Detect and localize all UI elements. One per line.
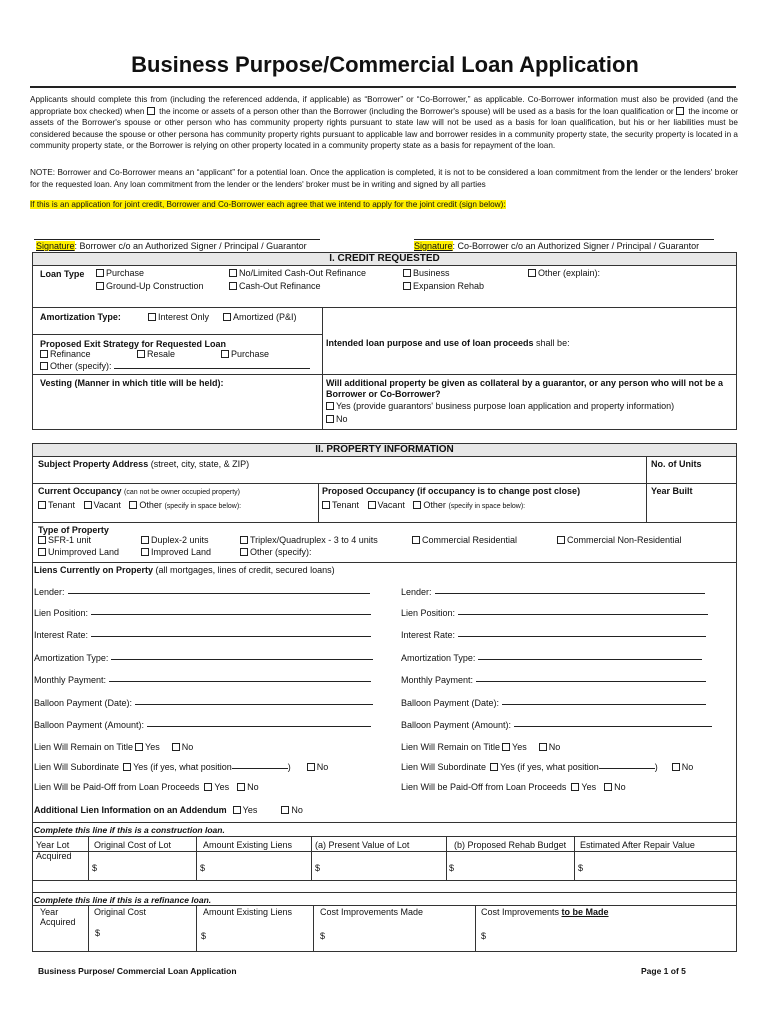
- other-type-option[interactable]: [240, 547, 312, 557]
- lien1-remain-no-checkbox[interactable]: [172, 743, 180, 751]
- refinance-cost-input[interactable]: $: [95, 928, 101, 938]
- business-option[interactable]: [403, 268, 450, 278]
- purchase-label: Purchase: [106, 268, 145, 278]
- property-type-label: Type of Property: [38, 525, 109, 535]
- refinance-col-improvements-made: Cost Improvements Made: [320, 907, 424, 917]
- unimproved-checkbox[interactable]: [38, 548, 46, 556]
- guarantor-no-checkbox[interactable]: [326, 415, 334, 423]
- exit-strategy-label: Proposed Exit Strategy for Requested Loan: [40, 339, 227, 349]
- intro-text-2: the income or assets of a person other than the Borrower (including the Borrower's spouse) will be used as a basis for the loan qualification or: [159, 106, 674, 116]
- construction-col-year: Year Lot Acquired: [36, 840, 72, 861]
- comm-res-label: Commercial Residential: [422, 535, 518, 545]
- lien1-paidoff-yes-checkbox[interactable]: [204, 783, 212, 791]
- joint-credit-note: [30, 199, 738, 211]
- no-limited-option[interactable]: [229, 268, 366, 278]
- joint-credit-text: If this is an application for joint credit, Borrower and Co-Borrower each agree that we intend to apply for the joint credit (sign below):: [30, 200, 506, 209]
- lien2-sub-position-input[interactable]: [599, 768, 655, 769]
- refinance-col-cost: Original Cost: [94, 907, 147, 917]
- unimproved-label: Unimproved Land: [48, 547, 120, 557]
- proposed-other-checkbox[interactable]: [413, 501, 421, 509]
- guarantor-yes-checkbox[interactable]: [326, 402, 334, 410]
- triplex-label: Triplex/Quadruplex - 3 to 4 units: [250, 535, 378, 545]
- duplex-option[interactable]: [141, 535, 209, 545]
- subject-address-label: [38, 459, 249, 469]
- improved-checkbox[interactable]: [141, 548, 149, 556]
- lien2-paidoff: [401, 782, 626, 792]
- construction-col-liens: Amount Existing Liens: [203, 840, 293, 850]
- other-type-label: Other (specify):: [250, 547, 312, 557]
- triplex-option[interactable]: [240, 535, 378, 545]
- lien2-paidoff-yes-checkbox[interactable]: [571, 783, 579, 791]
- sfr-option[interactable]: [38, 535, 91, 545]
- ground-up-checkbox[interactable]: [96, 282, 104, 290]
- lien1-paidoff-no-label: No: [247, 782, 259, 792]
- proposed-occupancy-options: [322, 500, 525, 510]
- current-vacant-checkbox[interactable]: [84, 501, 92, 509]
- lien2-rate: [401, 630, 706, 640]
- cash-out-checkbox[interactable]: [229, 282, 237, 290]
- unimproved-option[interactable]: [38, 547, 119, 557]
- lien2-paidoff-no-label: No: [614, 782, 626, 792]
- comm-res-checkbox[interactable]: [412, 536, 420, 544]
- lien2-rate-label: Interest Rate:: [401, 630, 456, 640]
- liens-suffix-text: (all mortgages, lines of credit, secured loans): [155, 565, 335, 575]
- lien2-remain-no-checkbox[interactable]: [539, 743, 547, 751]
- construction-arv-input[interactable]: $: [578, 863, 584, 873]
- other-exit-label: Other (specify):: [50, 361, 115, 371]
- lien2-rate-input[interactable]: [458, 636, 706, 637]
- lien1-position: [34, 608, 371, 618]
- cash-out-option[interactable]: [229, 281, 321, 291]
- lien1-sub-yes-label: Yes (if yes, what position: [133, 762, 232, 772]
- amortized-option[interactable]: [223, 312, 297, 322]
- refinance-heading: Complete this line if this is a refinance loan.: [34, 895, 212, 905]
- lien1-balloon-date: [34, 698, 373, 708]
- current-vacant-label: Vacant: [93, 500, 121, 510]
- proposed-tenant-checkbox[interactable]: [322, 501, 330, 509]
- refinance-option[interactable]: [40, 349, 91, 359]
- comm-nonres-option[interactable]: [557, 535, 682, 545]
- duplex-checkbox[interactable]: [141, 536, 149, 544]
- sig-word-2: Signature: [414, 241, 453, 251]
- lien1-lender-label: Lender:: [34, 587, 65, 597]
- lien2-paidoff-no-checkbox[interactable]: [604, 783, 612, 791]
- expansion-checkbox[interactable]: [403, 282, 411, 290]
- proposed-vacant-label: Vacant: [377, 500, 405, 510]
- triplex-checkbox[interactable]: [240, 536, 248, 544]
- other-type-checkbox[interactable]: [240, 548, 248, 556]
- sfr-checkbox[interactable]: [38, 536, 46, 544]
- guarantor-yes-label: Yes (provide guarantors' business purpose loan application and property information): [336, 401, 675, 411]
- proposed-vacant-checkbox[interactable]: [368, 501, 376, 509]
- coborrower-spouse-checkbox[interactable]: [676, 107, 684, 115]
- lien1-position-input[interactable]: [91, 614, 371, 615]
- comm-res-option[interactable]: [412, 535, 517, 545]
- refinance-label: Refinance: [50, 349, 91, 359]
- lien1-monthly: [34, 675, 371, 685]
- current-occupancy-label: [38, 486, 240, 496]
- refinance-col-liens: Amount Existing Liens: [203, 907, 293, 917]
- lien1-rate-input[interactable]: [91, 636, 371, 637]
- construction-liens-input[interactable]: $: [200, 863, 206, 873]
- section-1-header: I. CREDIT REQUESTED: [33, 253, 736, 265]
- lien2-balloon-amt-label: Balloon Payment (Amount):: [401, 720, 512, 730]
- proposed-occupancy-label: Proposed Occupancy (if occupancy is to change post close): [322, 486, 581, 496]
- other-explain-option[interactable]: [528, 268, 600, 278]
- intro-text-3: the income or assets of the Borrower's spouse or other person who has community property rights pursuant to state law will not be used as a basis for loan qualification, but his or her liabilities must be considered because the spouse or other persona has community property rights pursuant to applicable law and borrower resides in a community property state, the security property is located in a community property state, or the Borrower is relying on other property located in a community property state as a basis for repayment of the loan.: [30, 106, 739, 151]
- construction-col-present-value: (a) Present Value of Lot: [315, 840, 410, 850]
- page-title: Business Purpose/Commercial Loan Application: [131, 52, 639, 77]
- note-paragraph: NOTE: Borrower and Co-Borrower means an “applicant” for a potential loan. Once the application is completed, it is not to be considered a loan commitment from the lender or the lenders' broker for the requested loan. Any loan commitment from the lender or the lenders' broker must be in writing and signed by all parties: [30, 168, 738, 189]
- lien1-balloon-amt: [34, 720, 371, 730]
- lien2-remain: [401, 742, 560, 752]
- interest-only-label: Interest Only: [158, 312, 210, 322]
- business-checkbox[interactable]: [403, 269, 411, 277]
- lien2-balloon-date-input[interactable]: [502, 704, 706, 705]
- resale-label: Resale: [147, 349, 176, 359]
- lien2-lender-input[interactable]: [435, 593, 705, 594]
- intended-purpose-label: [326, 338, 570, 348]
- addendum-row: [34, 805, 303, 815]
- improved-option[interactable]: [141, 547, 211, 557]
- addendum-yes-label: Yes: [242, 805, 258, 815]
- lien2-remain-yes-label: Yes: [512, 742, 527, 752]
- lien1-balloon-amt-label: Balloon Payment (Amount):: [34, 720, 145, 730]
- lien1-balloon-amt-input[interactable]: [147, 726, 371, 727]
- no-limited-label: No/Limited Cash-Out Refinance: [239, 268, 367, 278]
- amortized-checkbox[interactable]: [223, 313, 231, 321]
- lien2-position-label: Lien Position:: [401, 608, 456, 618]
- construction-lot-cost-input[interactable]: $: [92, 863, 98, 873]
- lien1-subordinate: Lien Will Subordinate Yes (if yes, what position ) No: [34, 762, 329, 772]
- purchase-checkbox[interactable]: [96, 269, 104, 277]
- lien2-balloon-date-label: Balloon Payment (Date):: [401, 698, 500, 708]
- addendum-no-label: No: [291, 805, 303, 815]
- refinance-liens-input[interactable]: $: [201, 931, 207, 941]
- construction-rehab-input[interactable]: $: [449, 863, 455, 873]
- current-tenant-label: Tenant: [48, 500, 76, 510]
- resale-option[interactable]: [137, 349, 175, 359]
- lien1-remain-label: Lien Will Remain on Title: [34, 742, 134, 752]
- lien2-monthly-label: Monthly Payment:: [401, 675, 474, 685]
- section-2-header: II. PROPERTY INFORMATION: [33, 444, 736, 456]
- vesting-label: Vesting (Manner in which title will be held):: [40, 378, 224, 388]
- refinance-tbm-input[interactable]: $: [481, 931, 487, 941]
- lien2-lender-label: Lender:: [401, 587, 432, 597]
- intro-text-1: Applicants should complete this from (including the referenced addenda, if applicable) as “Borrower” or “Co-Borrower,” as applicable. Co-Borrower information must also be provided (and the appropriate box checked) when: [30, 95, 738, 116]
- coborrower-signature-line[interactable]: [414, 239, 714, 240]
- title-rule: [30, 86, 736, 88]
- lien2-paidoff-label: Lien Will be Paid-Off from Loan Proceeds: [401, 782, 567, 792]
- lien2-monthly-input[interactable]: [476, 681, 706, 682]
- construction-heading: Complete this line if this is a construction loan.: [34, 825, 225, 835]
- footer-doc-title: Business Purpose/ Commercial Loan Application: [38, 966, 237, 976]
- current-occupancy-options: [38, 500, 241, 510]
- proposed-other-note: (specify in space below):: [448, 503, 526, 510]
- refinance-col5-emph: to be Made: [561, 907, 609, 917]
- lien2-position: [401, 608, 708, 618]
- lien2-amort: [401, 653, 702, 663]
- comm-nonres-checkbox[interactable]: [557, 536, 565, 544]
- lien1-amort: [34, 653, 373, 663]
- other-exit-checkbox[interactable]: [40, 362, 48, 370]
- coborrower-sig-text: : Co-Borrower c/o an Authorized Signer / Principal / Guarantor: [452, 241, 700, 251]
- proposed-tenant-label: Tenant: [332, 500, 360, 510]
- lien1-sub-position-input[interactable]: [232, 768, 288, 769]
- lien1-lender: [34, 587, 370, 597]
- lien1-remain-yes-label: Yes: [145, 742, 160, 752]
- units-label: No. of Units: [651, 459, 702, 469]
- lien1-monthly-label: Monthly Payment:: [34, 675, 107, 685]
- interest-only-option[interactable]: [148, 312, 209, 322]
- intro-paragraph: [30, 94, 738, 152]
- lien1-monthly-input[interactable]: [109, 681, 371, 682]
- current-occ-note: (can not be owner occupied property): [124, 489, 241, 496]
- intended-label-text: Intended loan purpose and use of loan proceeds: [326, 338, 534, 348]
- year-built-label: Year Built: [651, 486, 693, 496]
- lien2-paidoff-yes-label: Yes: [581, 782, 597, 792]
- construction-col-lot-cost: Original Cost of Lot: [94, 840, 172, 850]
- amortized-label: Amortized (P&I): [233, 312, 297, 322]
- refinance-col-improvements-tbm: [481, 907, 609, 917]
- lien1-balloon-date-input[interactable]: [135, 704, 373, 705]
- subject-suffix-text: (street, city, state, & ZIP): [150, 459, 250, 469]
- guarantor-yes-option[interactable]: [326, 401, 674, 411]
- sig-word-1: Signature: [36, 241, 75, 251]
- purchase-exit-checkbox[interactable]: [221, 350, 229, 358]
- lien1-sub-yes-checkbox[interactable]: [123, 763, 131, 771]
- lien1-paidoff: [34, 782, 259, 792]
- purchase-exit-option[interactable]: [221, 349, 269, 359]
- expansion-label: Expansion Rehab: [413, 281, 485, 291]
- borrower-signature-line[interactable]: [34, 239, 320, 240]
- duplex-label: Duplex-2 units: [151, 535, 209, 545]
- lien1-paidoff-yes-label: Yes: [214, 782, 230, 792]
- current-occ-text: Current Occupancy: [38, 486, 122, 496]
- borrower-sig-text: : Borrower c/o an Authorized Signer / Principal / Guarantor: [74, 241, 307, 251]
- purchase-exit-label: Purchase: [231, 349, 270, 359]
- liens-label-text: Liens Currently on Property: [34, 565, 154, 575]
- ground-up-option[interactable]: [96, 281, 204, 291]
- lien2-sub-no-label: No: [681, 762, 694, 772]
- improved-label: Improved Land: [151, 547, 212, 557]
- construction-col-rehab: (b) Proposed Rehab Budget: [454, 840, 567, 850]
- lien1-sub-no-label: No: [316, 762, 329, 772]
- lien2-amort-label: Amortization Type:: [401, 653, 476, 663]
- interest-only-checkbox[interactable]: [148, 313, 156, 321]
- borrower-signature-label: [36, 241, 307, 251]
- guarantor-no-option[interactable]: [326, 414, 348, 424]
- intended-suffix-text: shall be:: [536, 338, 570, 348]
- coborrower-income-checkbox[interactable]: [147, 107, 155, 115]
- lien2-sub-no-checkbox[interactable]: [672, 763, 680, 771]
- addendum-no-checkbox[interactable]: [281, 806, 289, 814]
- lien1-rate-label: Interest Rate:: [34, 630, 89, 640]
- lien2-sub-yes-checkbox[interactable]: [490, 763, 498, 771]
- lien1-rate: [34, 630, 371, 640]
- liens-heading: [34, 565, 335, 575]
- current-other-checkbox[interactable]: [129, 501, 137, 509]
- ground-up-label: Ground-Up Construction: [106, 281, 204, 291]
- addendum-label: Additional Lien Information on an Addendum: [34, 805, 227, 815]
- business-label: Business: [413, 268, 450, 278]
- subject-label-text: Subject Property Address: [38, 459, 149, 469]
- collateral-question: Will additional property be given as collateral by a guarantor, or any person who will not be a Borrower or Co-Borrower?: [326, 378, 723, 399]
- lien2-balloon-amt: [401, 720, 712, 730]
- lien2-amort-input[interactable]: [478, 659, 702, 660]
- lien1-balloon-date-label: Balloon Payment (Date):: [34, 698, 133, 708]
- lien2-sub-yes-label: Yes (if yes, what position: [500, 762, 599, 772]
- addendum-yes-checkbox[interactable]: [233, 806, 241, 814]
- guarantor-no-label: No: [336, 414, 348, 424]
- current-tenant-checkbox[interactable]: [38, 501, 46, 509]
- lien2-lender: [401, 587, 705, 597]
- lien2-remain-yes-checkbox[interactable]: [502, 743, 510, 751]
- lien2-remain-no-label: No: [548, 742, 561, 752]
- lien1-sub-no-checkbox[interactable]: [307, 763, 315, 771]
- resale-checkbox[interactable]: [137, 350, 145, 358]
- lien2-monthly: [401, 675, 706, 685]
- lien1-remain-no-label: No: [181, 742, 194, 752]
- lien2-position-input[interactable]: [458, 614, 708, 615]
- construction-present-value-input[interactable]: $: [315, 863, 321, 873]
- lien2-remain-label: Lien Will Remain on Title: [401, 742, 501, 752]
- lien1-lender-input[interactable]: [68, 593, 370, 594]
- amortization-label: Amortization Type:: [40, 312, 121, 322]
- construction-col-arv: Estimated After Repair Value: [580, 840, 695, 850]
- no-limited-checkbox[interactable]: [229, 269, 237, 277]
- other-exit-input[interactable]: [114, 368, 310, 369]
- lien2-balloon-amt-input[interactable]: [514, 726, 712, 727]
- refinance-made-input[interactable]: $: [320, 931, 326, 941]
- lien1-amort-label: Amortization Type:: [34, 653, 109, 663]
- lien1-paidoff-no-checkbox[interactable]: [237, 783, 245, 791]
- comm-nonres-label: Commercial Non-Residential: [567, 535, 682, 545]
- lien1-remain: [34, 742, 193, 752]
- lien1-position-label: Lien Position:: [34, 608, 89, 618]
- lien1-remain-yes-checkbox[interactable]: [135, 743, 143, 751]
- current-other-note: (specify in space below):: [164, 503, 242, 510]
- cash-out-label: Cash-Out Refinance: [239, 281, 321, 291]
- refinance-col-year: Year Acquired: [40, 907, 76, 927]
- lien1-paidoff-label: Lien Will be Paid-Off from Loan Proceeds: [34, 782, 200, 792]
- sfr-label: SFR-1 unit: [48, 535, 92, 545]
- refinance-checkbox[interactable]: [40, 350, 48, 358]
- coborrower-signature-label: [414, 241, 699, 251]
- other-exit-option[interactable]: [40, 361, 310, 371]
- lien1-amort-input[interactable]: [111, 659, 373, 660]
- current-other-label: Other: [139, 500, 162, 510]
- proposed-other-label: Other: [423, 500, 446, 510]
- refinance-col5-text: Cost Improvements: [481, 907, 562, 917]
- footer-page-number: Page 1 of 5: [641, 966, 686, 976]
- other-explain-checkbox[interactable]: [528, 269, 536, 277]
- other-explain-label: Other (explain):: [538, 268, 601, 278]
- expansion-option[interactable]: [403, 281, 484, 291]
- loan-type-label: Loan Type: [40, 269, 85, 279]
- lien2-balloon-date: [401, 698, 706, 708]
- lien1-sub-label: Lien Will Subordinate: [34, 762, 120, 772]
- purchase-option[interactable]: [96, 268, 144, 278]
- lien2-sub-label: Lien Will Subordinate: [401, 762, 487, 772]
- lien2-subordinate: Lien Will Subordinate Yes (if yes, what position ) No: [401, 762, 694, 772]
